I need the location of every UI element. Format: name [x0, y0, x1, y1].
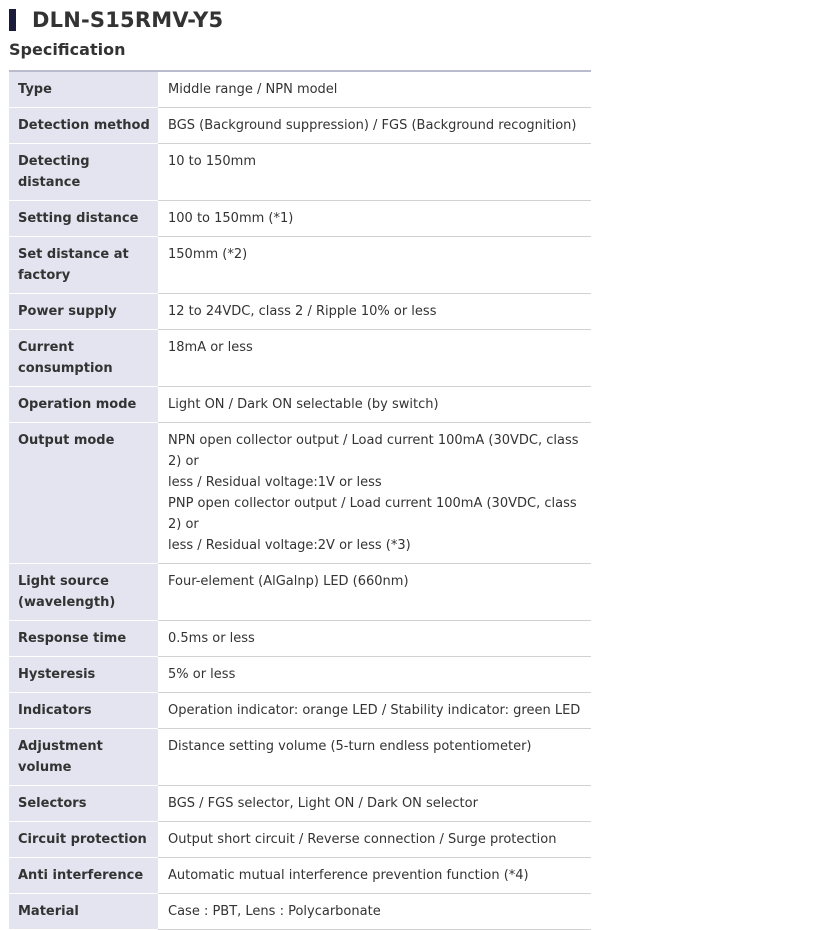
- spec-value-line: 12 to 24VDC, class 2 / Ripple 10% or less: [168, 304, 437, 319]
- spec-row: [9, 894, 591, 930]
- spec-label-line: Circuit protection: [18, 832, 147, 847]
- spec-row: [9, 294, 591, 330]
- spec-value-line: Output short circuit / Reverse connection / Surge protection: [168, 832, 557, 847]
- spec-label: [9, 71, 158, 108]
- spec-value-line: PNP open collector output / Load current 100mA (30VDC, class 2) or: [168, 496, 577, 532]
- product-heading: [9, 6, 223, 34]
- spec-value-line: Middle range / NPN model: [168, 82, 338, 97]
- spec-label: [9, 237, 158, 294]
- spec-label-line: Setting distance: [18, 211, 139, 226]
- spec-value-line: 0.5ms or less: [168, 631, 255, 646]
- spec-label-line: Indicators: [18, 703, 92, 718]
- spec-row: [9, 621, 591, 657]
- spec-value-line: less / Residual voltage:2V or less (*3): [168, 538, 411, 553]
- spec-label-line: Hysteresis: [18, 667, 96, 682]
- spec-label-line: Light source: [18, 574, 109, 589]
- spec-label: [9, 657, 158, 693]
- spec-label: [9, 294, 158, 330]
- spec-label-line: Current consumption: [18, 340, 113, 376]
- spec-row: [9, 729, 591, 786]
- spec-value: [158, 621, 591, 657]
- spec-value: [158, 71, 591, 108]
- spec-label-line: Output mode: [18, 433, 115, 448]
- spec-row: [9, 786, 591, 822]
- spec-label: [9, 621, 158, 657]
- product-title: DLN-S15RMV-Y5: [32, 8, 224, 32]
- spec-label: [9, 144, 158, 201]
- spec-row: [9, 144, 591, 201]
- spec-value-line: Operation indicator: orange LED / Stability indicator: green LED: [168, 703, 581, 718]
- spec-label: [9, 858, 158, 894]
- spec-label-line: Anti interference: [18, 868, 144, 883]
- spec-row: [9, 657, 591, 693]
- spec-label-line: Power supply: [18, 304, 117, 319]
- spec-row: [9, 108, 591, 144]
- spec-label: [9, 387, 158, 423]
- spec-row: [9, 330, 591, 387]
- spec-value: [158, 144, 591, 201]
- spec-label-line: Detection method: [18, 118, 150, 133]
- spec-value: [158, 786, 591, 822]
- spec-value-line: less / Residual voltage:1V or less: [168, 475, 382, 490]
- spec-label-line: Set distance at: [18, 247, 129, 262]
- spec-label: [9, 201, 158, 237]
- spec-label-line: Operation mode: [18, 397, 137, 412]
- spec-label-line: Selectors: [18, 796, 87, 811]
- spec-value: [158, 423, 591, 564]
- spec-row: [9, 201, 591, 237]
- spec-value-line: Automatic mutual interference prevention function (*4): [168, 868, 529, 883]
- spec-row: [9, 858, 591, 894]
- spec-value-line: 150mm (*2): [168, 247, 248, 262]
- spec-label-line: Type: [18, 82, 52, 97]
- spec-value: [158, 894, 591, 930]
- spec-label-line: (wavelength): [18, 595, 116, 610]
- specification-table-body: [9, 71, 591, 930]
- spec-label: [9, 423, 158, 564]
- spec-value-line: Light ON / Dark ON selectable (by switch): [168, 397, 439, 412]
- spec-row: [9, 387, 591, 423]
- spec-label-line: Response time: [18, 631, 127, 646]
- spec-value: [158, 657, 591, 693]
- spec-label: [9, 894, 158, 930]
- spec-value: [158, 294, 591, 330]
- spec-value-line: Distance setting volume (5-turn endless potentiometer): [168, 739, 532, 754]
- section-title: Specification: [9, 40, 126, 59]
- spec-row: [9, 564, 591, 621]
- spec-label: [9, 693, 158, 729]
- spec-value: [158, 387, 591, 423]
- spec-label-line: Material: [18, 904, 79, 919]
- spec-value-line: 18mA or less: [168, 340, 253, 355]
- spec-value: [158, 693, 591, 729]
- spec-label: [9, 564, 158, 621]
- spec-value: [158, 858, 591, 894]
- heading-accent-bar: [9, 9, 16, 31]
- spec-row: [9, 71, 591, 108]
- spec-value-line: Four-element (AlGalnp) LED (660nm): [168, 574, 409, 589]
- spec-value: [158, 108, 591, 144]
- spec-row: [9, 237, 591, 294]
- spec-value: [158, 330, 591, 387]
- spec-value-line: BGS (Background suppression) / FGS (Background recognition): [168, 118, 577, 133]
- spec-value: [158, 822, 591, 858]
- spec-label: [9, 822, 158, 858]
- spec-label: [9, 108, 158, 144]
- specification-table: [9, 70, 591, 930]
- spec-value: [158, 201, 591, 237]
- spec-label-line: Detecting distance: [18, 154, 90, 190]
- spec-value-line: BGS / FGS selector, Light ON / Dark ON selector: [168, 796, 478, 811]
- spec-row: [9, 423, 591, 564]
- spec-value: [158, 564, 591, 621]
- spec-value: [158, 729, 591, 786]
- spec-value-line: 5% or less: [168, 667, 236, 682]
- spec-row: [9, 822, 591, 858]
- spec-label-line: Adjustment volume: [18, 739, 103, 775]
- spec-label-line: factory: [18, 268, 71, 283]
- spec-row: [9, 693, 591, 729]
- spec-value: [158, 237, 591, 294]
- spec-value-line: NPN open collector output / Load current 100mA (30VDC, class 2) or: [168, 433, 579, 469]
- spec-value-line: 10 to 150mm: [168, 154, 256, 169]
- spec-label: [9, 786, 158, 822]
- spec-value-line: 100 to 150mm (*1): [168, 211, 294, 226]
- spec-label: [9, 330, 158, 387]
- spec-label: [9, 729, 158, 786]
- spec-value-line: Case : PBT, Lens : Polycarbonate: [168, 904, 381, 919]
